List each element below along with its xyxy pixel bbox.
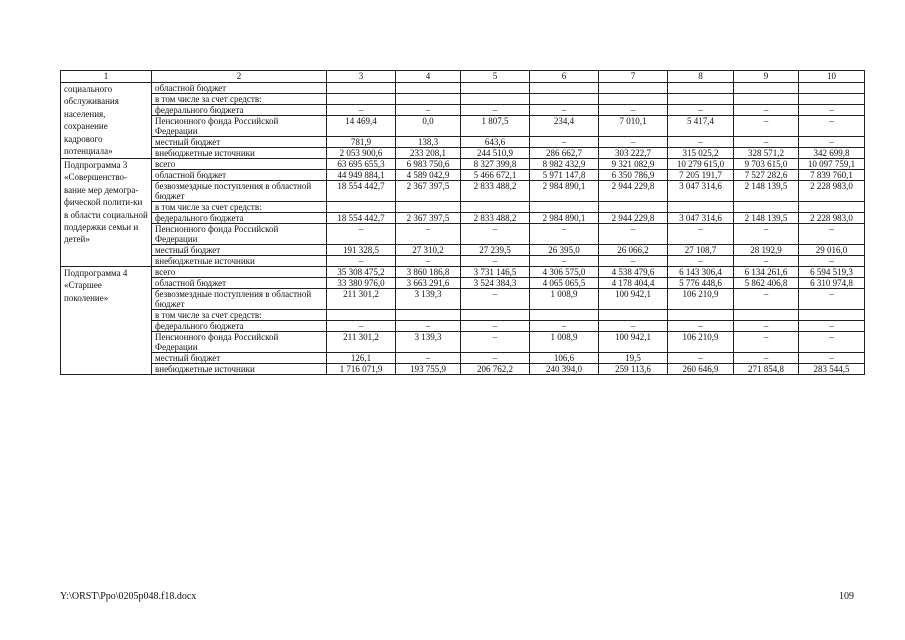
value-cell: 233 208,1	[396, 148, 461, 159]
value-cell: 27 239,5	[461, 245, 530, 256]
footer-page-number: 109	[839, 591, 854, 602]
value-cell: 211 301,2	[327, 289, 396, 310]
value-cell: 0,0	[396, 116, 461, 137]
value-cell: 193 755,9	[396, 364, 461, 375]
value-cell: –	[734, 116, 799, 137]
value-cell: –	[461, 332, 530, 353]
funding-source-cell: в том числе за счет средств:	[152, 94, 327, 105]
value-cell: 35 308 475,2	[327, 267, 396, 278]
value-cell: 19,5	[599, 353, 668, 364]
value-cell: 328 571,2	[734, 148, 799, 159]
value-cell: 33 380 976,0	[327, 278, 396, 289]
column-header: 7	[599, 71, 668, 83]
value-cell: 211 301,2	[327, 332, 396, 353]
value-cell	[734, 310, 799, 321]
column-header: 3	[327, 71, 396, 83]
value-cell	[327, 83, 396, 94]
value-cell: –	[799, 353, 865, 364]
value-cell	[799, 310, 865, 321]
value-cell: 2 148 139,5	[734, 213, 799, 224]
value-cell: 234,4	[530, 116, 599, 137]
value-cell: 3 047 314,6	[668, 181, 734, 202]
value-cell	[668, 83, 734, 94]
value-cell: 3 860 186,8	[396, 267, 461, 278]
value-cell: 781,9	[327, 137, 396, 148]
funding-source-cell: Пенсионного фонда Российской Федерации	[152, 224, 327, 245]
value-cell	[327, 202, 396, 213]
value-cell: 2 367 397,5	[396, 181, 461, 202]
value-cell	[461, 310, 530, 321]
table-row	[61, 148, 865, 159]
value-cell: –	[799, 116, 865, 137]
value-cell: 5 776 448,6	[668, 278, 734, 289]
value-cell	[668, 202, 734, 213]
value-cell: 2 944 229,8	[599, 181, 668, 202]
table-row	[61, 245, 865, 256]
funding-source-cell: внебюджетные источники	[152, 256, 327, 267]
table-row	[61, 116, 865, 137]
value-cell: –	[327, 321, 396, 332]
value-cell: 4 306 575,0	[530, 267, 599, 278]
value-cell: 3 139,3	[396, 289, 461, 310]
table-row	[61, 353, 865, 364]
program-name-cell: Подпрограмма 3 «Совершенство-вание мер демогра-фической полити-ки в области социальной поддержки семьи и детей»	[61, 159, 152, 267]
value-cell: 2 228 983,0	[799, 213, 865, 224]
value-cell: 3 047 314,6	[668, 213, 734, 224]
value-cell: 2 228 983,0	[799, 181, 865, 202]
value-cell: 5 417,4	[668, 116, 734, 137]
value-cell: 4 065 065,5	[530, 278, 599, 289]
value-cell: –	[327, 256, 396, 267]
value-cell	[734, 83, 799, 94]
table-row	[61, 364, 865, 375]
value-cell	[530, 94, 599, 105]
value-cell: –	[734, 353, 799, 364]
table-row	[61, 137, 865, 148]
value-cell: –	[799, 224, 865, 245]
funding-source-cell: всего	[152, 159, 327, 170]
funding-source-cell: безвозмездные поступления в областной бюджет	[152, 289, 327, 310]
value-cell: –	[668, 105, 734, 116]
value-cell: –	[396, 321, 461, 332]
value-cell: –	[530, 105, 599, 116]
table-body	[61, 83, 865, 375]
column-header: 8	[668, 71, 734, 83]
table-row	[61, 224, 865, 245]
value-cell: 1 008,9	[530, 289, 599, 310]
value-cell: 18 554 442,7	[327, 181, 396, 202]
value-cell: –	[396, 105, 461, 116]
value-cell: 26 066,2	[599, 245, 668, 256]
value-cell: 2 833 488,2	[461, 213, 530, 224]
program-name-cell: социального обслуживания населения, сохранение кадрового потенциала»	[61, 83, 152, 159]
funding-source-cell: областной бюджет	[152, 278, 327, 289]
funding-source-cell: областной бюджет	[152, 83, 327, 94]
value-cell: 206 762,2	[461, 364, 530, 375]
value-cell: –	[530, 256, 599, 267]
funding-source-cell: всего	[152, 267, 327, 278]
value-cell	[461, 83, 530, 94]
value-cell: –	[668, 353, 734, 364]
value-cell: 6 134 261,6	[734, 267, 799, 278]
table-row	[61, 256, 865, 267]
value-cell: 240 394,0	[530, 364, 599, 375]
value-cell: 3 663 291,6	[396, 278, 461, 289]
value-cell: –	[734, 289, 799, 310]
value-cell: 8 982 432,9	[530, 159, 599, 170]
value-cell	[734, 202, 799, 213]
value-cell: 8 327 399,8	[461, 159, 530, 170]
value-cell: 1 807,5	[461, 116, 530, 137]
value-cell	[396, 94, 461, 105]
value-cell: –	[734, 321, 799, 332]
value-cell: 260 646,9	[668, 364, 734, 375]
value-cell: 643,6	[461, 137, 530, 148]
value-cell: 9 321 082,9	[599, 159, 668, 170]
value-cell: –	[734, 224, 799, 245]
value-cell: 3 731 146,5	[461, 267, 530, 278]
value-cell: –	[668, 321, 734, 332]
value-cell	[599, 202, 668, 213]
value-cell: –	[734, 137, 799, 148]
value-cell: 2 148 139,5	[734, 181, 799, 202]
value-cell: –	[461, 321, 530, 332]
value-cell: 271 854,8	[734, 364, 799, 375]
value-cell: 10 279 615,0	[668, 159, 734, 170]
value-cell	[530, 310, 599, 321]
value-cell: 7 010,1	[599, 116, 668, 137]
value-cell: –	[461, 224, 530, 245]
table-row	[61, 181, 865, 202]
value-cell	[530, 83, 599, 94]
table-row	[61, 213, 865, 224]
funding-source-cell: внебюджетные источники	[152, 148, 327, 159]
value-cell	[461, 202, 530, 213]
value-cell: –	[599, 256, 668, 267]
value-cell: –	[599, 105, 668, 116]
value-cell: –	[799, 105, 865, 116]
value-cell: 26 395,0	[530, 245, 599, 256]
value-cell: 29 016,0	[799, 245, 865, 256]
value-cell: 6 310 974,8	[799, 278, 865, 289]
value-cell: –	[530, 321, 599, 332]
column-header: 10	[799, 71, 865, 83]
table-row	[61, 278, 865, 289]
column-header: 6	[530, 71, 599, 83]
value-cell	[396, 310, 461, 321]
budget-table	[60, 70, 865, 375]
value-cell: 27 108,7	[668, 245, 734, 256]
column-header: 5	[461, 71, 530, 83]
header-row	[61, 71, 865, 83]
value-cell	[461, 94, 530, 105]
value-cell: 2 944 229,8	[599, 213, 668, 224]
funding-source-cell: внебюджетные источники	[152, 364, 327, 375]
table-row	[61, 321, 865, 332]
value-cell: –	[530, 137, 599, 148]
value-cell	[734, 94, 799, 105]
funding-source-cell: федерального бюджета	[152, 213, 327, 224]
value-cell: 191 328,5	[327, 245, 396, 256]
funding-source-cell: Пенсионного фонда Российской Федерации	[152, 116, 327, 137]
value-cell: 2 984 890,1	[530, 213, 599, 224]
value-cell: –	[799, 256, 865, 267]
table-row	[61, 332, 865, 353]
value-cell	[396, 202, 461, 213]
value-cell: 2 833 488,2	[461, 181, 530, 202]
value-cell: –	[327, 105, 396, 116]
value-cell: 342 699,8	[799, 148, 865, 159]
funding-source-cell: безвозмездные поступления в областной бюджет	[152, 181, 327, 202]
funding-source-cell: местный бюджет	[152, 353, 327, 364]
value-cell	[530, 202, 599, 213]
funding-source-cell: областной бюджет	[152, 170, 327, 181]
value-cell	[668, 94, 734, 105]
value-cell	[799, 202, 865, 213]
value-cell: 3 524 384,3	[461, 278, 530, 289]
value-cell: 6 983 750,6	[396, 159, 461, 170]
value-cell: –	[799, 332, 865, 353]
value-cell: 259 113,6	[599, 364, 668, 375]
value-cell	[599, 94, 668, 105]
value-cell: 9 703 615,0	[734, 159, 799, 170]
value-cell: –	[734, 332, 799, 353]
table-row	[61, 159, 865, 170]
value-cell: 4 589 042,9	[396, 170, 461, 181]
value-cell: 100 942,1	[599, 289, 668, 310]
funding-source-cell: Пенсионного фонда Российской Федерации	[152, 332, 327, 353]
value-cell	[668, 310, 734, 321]
value-cell	[396, 83, 461, 94]
value-cell: 1 716 071,9	[327, 364, 396, 375]
value-cell	[799, 94, 865, 105]
value-cell: 4 178 404,4	[599, 278, 668, 289]
value-cell: 18 554 442,7	[327, 213, 396, 224]
value-cell: –	[799, 321, 865, 332]
value-cell: –	[461, 105, 530, 116]
table-row	[61, 310, 865, 321]
column-header: 2	[152, 71, 327, 83]
value-cell: –	[799, 137, 865, 148]
value-cell: 27 310,2	[396, 245, 461, 256]
funding-source-cell: федерального бюджета	[152, 321, 327, 332]
value-cell: 138,3	[396, 137, 461, 148]
value-cell: 2 984 890,1	[530, 181, 599, 202]
value-cell: 100 942,1	[599, 332, 668, 353]
value-cell: 315 025,2	[668, 148, 734, 159]
value-cell: –	[396, 256, 461, 267]
funding-source-cell: местный бюджет	[152, 245, 327, 256]
value-cell: 244 510,9	[461, 148, 530, 159]
value-cell	[799, 83, 865, 94]
value-cell: 1 008,9	[530, 332, 599, 353]
value-cell: 6 143 306,4	[668, 267, 734, 278]
value-cell: 6 594 519,3	[799, 267, 865, 278]
value-cell: –	[668, 256, 734, 267]
value-cell: –	[668, 224, 734, 245]
column-header: 4	[396, 71, 461, 83]
funding-source-cell: федерального бюджета	[152, 105, 327, 116]
value-cell: 286 662,7	[530, 148, 599, 159]
footer-file-path: Y:\ORST\Ppo\0205p048.f18.docx	[60, 591, 197, 602]
value-cell: –	[734, 256, 799, 267]
value-cell: 63 695 655,3	[327, 159, 396, 170]
table-row	[61, 267, 865, 278]
value-cell: 283 544,5	[799, 364, 865, 375]
value-cell: 5 971 147,8	[530, 170, 599, 181]
value-cell: 5 466 672,1	[461, 170, 530, 181]
value-cell: –	[396, 353, 461, 364]
value-cell: 5 862 406,8	[734, 278, 799, 289]
table-row	[61, 202, 865, 213]
value-cell	[599, 310, 668, 321]
funding-source-cell: в том числе за счет средств:	[152, 310, 327, 321]
value-cell: –	[530, 224, 599, 245]
value-cell: –	[668, 137, 734, 148]
value-cell: –	[599, 137, 668, 148]
funding-source-cell: в том числе за счет средств:	[152, 202, 327, 213]
value-cell: –	[461, 256, 530, 267]
value-cell	[327, 94, 396, 105]
value-cell: 106 210,9	[668, 332, 734, 353]
column-header: 1	[61, 71, 152, 83]
value-cell	[327, 310, 396, 321]
program-name-cell: Подпрограмма 4 «Старшее поколение»	[61, 267, 152, 375]
column-header: 9	[734, 71, 799, 83]
value-cell: 10 097 759,1	[799, 159, 865, 170]
value-cell: 44 949 884,1	[327, 170, 396, 181]
value-cell: 106,6	[530, 353, 599, 364]
value-cell: –	[599, 321, 668, 332]
value-cell: –	[599, 224, 668, 245]
value-cell: 3 139,3	[396, 332, 461, 353]
value-cell: 2 053 900,6	[327, 148, 396, 159]
table-row	[61, 94, 865, 105]
value-cell: –	[799, 289, 865, 310]
table-row	[61, 83, 865, 94]
value-cell: –	[734, 105, 799, 116]
value-cell: 14 469,4	[327, 116, 396, 137]
value-cell: –	[327, 224, 396, 245]
table-row	[61, 170, 865, 181]
value-cell: 6 350 786,9	[599, 170, 668, 181]
value-cell: –	[396, 224, 461, 245]
value-cell: 7 839 760,1	[799, 170, 865, 181]
value-cell: –	[461, 289, 530, 310]
value-cell: 4 538 479,6	[599, 267, 668, 278]
value-cell: 28 192,9	[734, 245, 799, 256]
value-cell: –	[461, 353, 530, 364]
funding-source-cell: местный бюджет	[152, 137, 327, 148]
value-cell: 2 367 397,5	[396, 213, 461, 224]
value-cell: 7 205 191,7	[668, 170, 734, 181]
value-cell	[599, 83, 668, 94]
value-cell: 126,1	[327, 353, 396, 364]
value-cell: 106 210,9	[668, 289, 734, 310]
value-cell: 303 222,7	[599, 148, 668, 159]
table-row	[61, 289, 865, 310]
value-cell: 7 527 282,6	[734, 170, 799, 181]
table-row	[61, 105, 865, 116]
